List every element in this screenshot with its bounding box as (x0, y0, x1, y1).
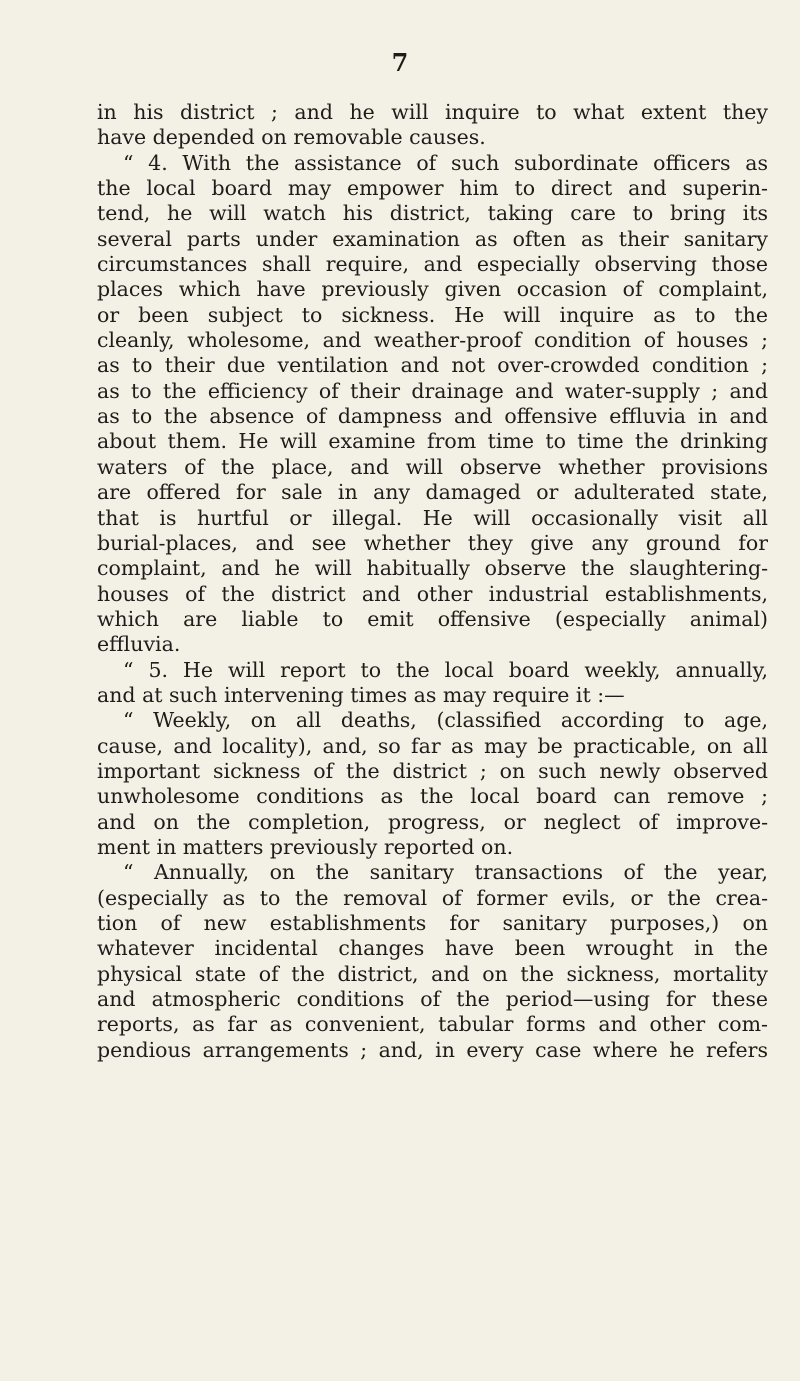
text-line: have depended on removable causes. (97, 125, 486, 150)
text-line: “ 5. He will report to the local board weekly, annually, (123, 657, 768, 682)
text-line: burial-places, and see whether they give any ground for (97, 530, 768, 555)
text-line: or been subject to sickness. He will inquire as to the (97, 302, 768, 327)
text-line: which are liable to emit offensive (especially animal) (97, 606, 768, 631)
page-number: 7 (391, 48, 409, 77)
text-line: and atmospheric conditions of the period—using for these (97, 987, 768, 1012)
text-line: as to the absence of dampness and offensive effluvia in and (97, 404, 768, 429)
text-line: tion of new establishments for sanitary purposes,) on (97, 911, 768, 935)
body-text (97, 100, 768, 1063)
text-line: ment in matters previously reported on. (97, 834, 514, 859)
text-line: reports, as far as convenient, tabular forms and other com- (97, 1012, 768, 1037)
text-line: that is hurtful or illegal. He will occasionally visit all (97, 505, 768, 530)
text-line: in his district ; and he will inquire to what extent they (97, 100, 768, 124)
text-line: cleanly, wholesome, and weather-proof condition of houses ; (97, 328, 768, 353)
text-line: the local board may empower him to direct and superin- (97, 176, 768, 201)
text-line: pendious arrangements ; and, in every case where he refers (97, 1037, 768, 1062)
text-line: are offered for sale in any damaged or adulterated state, (97, 480, 768, 505)
text-line: “ 4. With the assistance of such subordinate officers as (123, 150, 768, 175)
text-line: physical state of the district, and on the sickness, mortality (97, 961, 768, 986)
text-line: (especially as to the removal of former evils, or the crea- (97, 885, 768, 910)
text-line: several parts under examination as often as their sanitary (97, 226, 768, 251)
text-line: “ Weekly, on all deaths, (classified according to age, (123, 708, 768, 733)
text-line: about them. He will examine from time to time the drinking (97, 429, 768, 454)
text-line: circumstances shall require, and especially observing those (97, 252, 768, 277)
text-line: tend, he will watch his district, taking care to bring its (97, 201, 768, 226)
text-line: complaint, and he will habitually observe the slaughtering- (97, 556, 768, 581)
text-line: as to their due ventilation and not over-crowded condition ; (97, 353, 768, 378)
text-line: and at such intervening times as may require it :— (97, 682, 625, 707)
text-line: houses of the district and other industrial establishments, (97, 581, 768, 606)
text-line: as to the efficiency of their drainage and water-supply ; and (97, 378, 768, 403)
text-line: places which have previously given occasion of complaint, (97, 277, 768, 302)
text-line: and on the completion, progress, or neglect of improve- (97, 809, 768, 834)
text-line: “ Annually, on the sanitary transactions of the year, (123, 860, 768, 885)
text-line: unwholesome conditions as the local board can remove ; (97, 784, 768, 809)
text-line: cause, and locality), and, so far as may be practicable, on all (97, 733, 768, 758)
text-line: waters of the place, and will observe whether provisions (97, 454, 768, 479)
text-line: important sickness of the district ; on such newly observed (97, 758, 768, 783)
text-line: whatever incidental changes have been wrought in the (97, 936, 768, 961)
text-line: effluvia. (97, 632, 181, 657)
